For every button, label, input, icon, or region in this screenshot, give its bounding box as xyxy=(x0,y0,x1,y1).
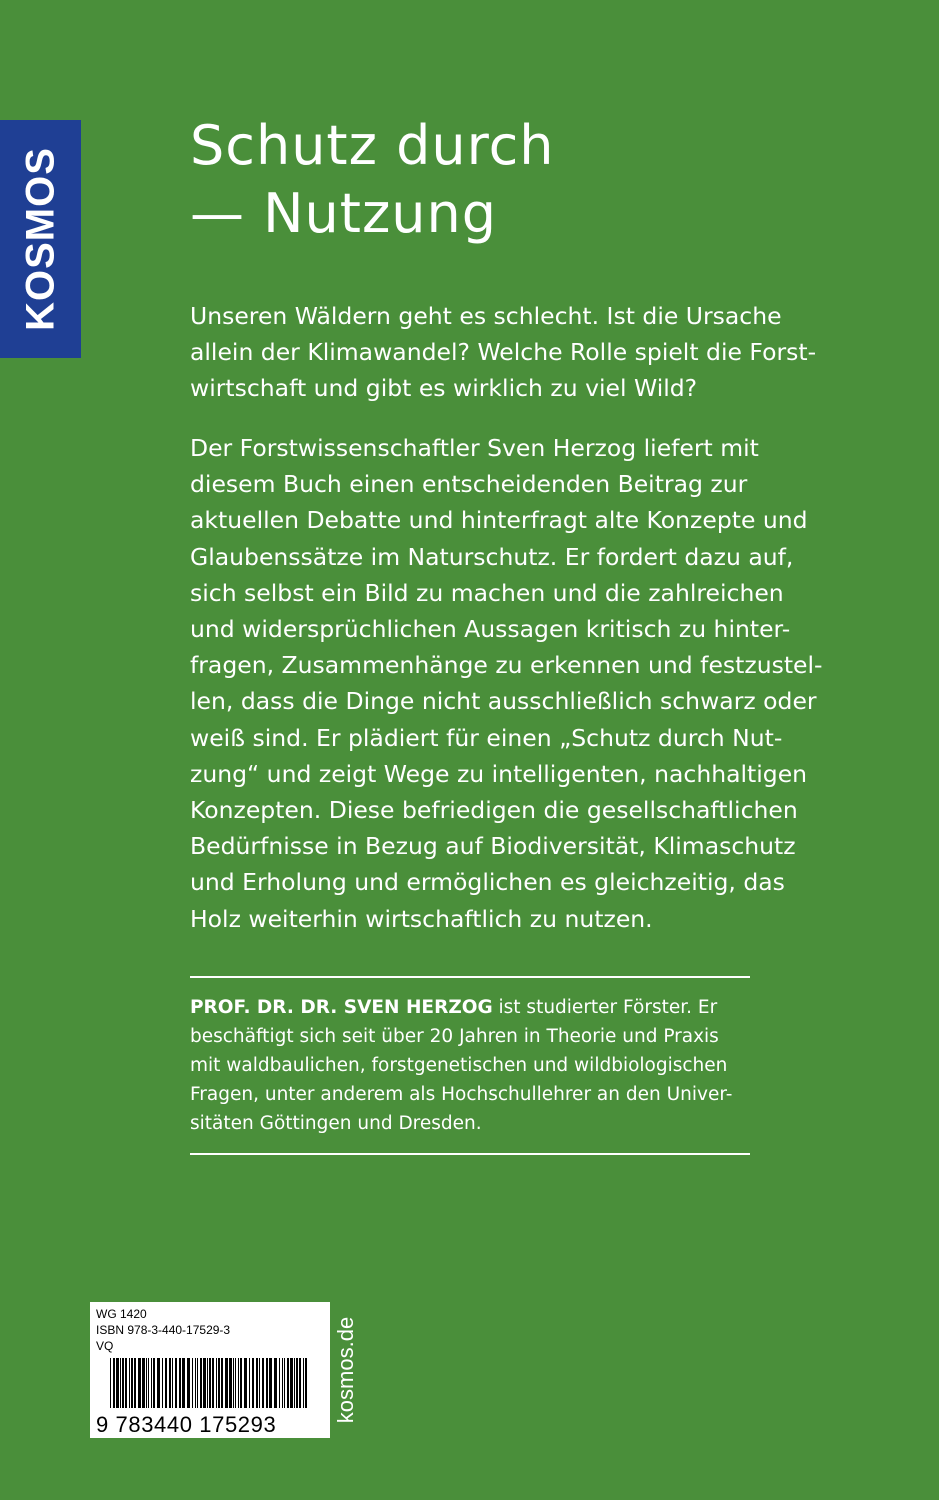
description-line: und Erholung und ermöglichen es gleichzeitig, das xyxy=(190,868,785,897)
isbn: ISBN 978-3-440-17529-3 xyxy=(96,1323,231,1337)
divider-top xyxy=(190,976,750,978)
barcode-info xyxy=(96,1306,230,1354)
bio-line: mit waldbaulichen, forstgenetischen und wildbiologischen xyxy=(190,1055,728,1076)
publisher-logo xyxy=(0,120,81,358)
description-line: aktuellen Debatte und hinterfragt alte Konzepte und xyxy=(190,506,808,535)
bio-line xyxy=(190,993,770,1022)
bio-line: sitäten Göttingen und Dresden. xyxy=(190,1113,482,1134)
divider-bottom xyxy=(190,1153,750,1155)
bio-first-line: ist studierter Förster. Er xyxy=(492,997,718,1018)
intro-line: Unseren Wäldern geht es schlecht. Ist die Ursache xyxy=(190,302,782,330)
author-bio xyxy=(190,993,770,1138)
description-line: Glaubenssätze im Naturschutz. Er fordert dazu auf, xyxy=(190,542,794,571)
intro-line: allein der Klimawandel? Welche Rolle spielt die Forst- xyxy=(190,338,817,367)
bio-line: beschäftigt sich seit über 20 Jahren in Theorie und Praxis xyxy=(190,1026,719,1047)
description-line: len, dass die Dinge nicht ausschließlich schwarz oder xyxy=(190,687,817,716)
publisher-logo-text: KOSMOS xyxy=(18,147,62,331)
title-line: — Nutzung xyxy=(190,182,498,245)
barcode-bars xyxy=(110,1358,310,1408)
product-group: WG 1420 xyxy=(96,1307,147,1321)
description-line: weiß sind. Er plädiert für einen „Schutz durch Nut- xyxy=(190,723,783,752)
description-line: Bedürfnisse in Bezug auf Biodiversität, Klimaschutz xyxy=(190,832,796,861)
description-line: Holz weiterhin wirtschaftlich zu nutzen. xyxy=(190,904,653,933)
intro-line: wirtschaft und gibt es wirklich zu viel Wild? xyxy=(190,374,698,403)
barcode-label xyxy=(90,1302,330,1438)
book-title xyxy=(190,112,555,248)
title-line: Schutz durch xyxy=(190,114,555,177)
description-line: fragen, Zusammenhänge zu erkennen und festzustel- xyxy=(190,651,823,680)
description-paragraph xyxy=(190,430,823,937)
intro-paragraph xyxy=(190,298,820,407)
bio-line: Fragen, unter anderem als Hochschullehrer an den Univer- xyxy=(190,1084,733,1105)
description-line: diesem Buch einen entscheidenden Beitrag zur xyxy=(190,470,748,499)
author-name: PROF. DR. DR. SVEN HERZOG xyxy=(190,997,493,1018)
barcode-digits: 9 783440 175293 xyxy=(96,1412,277,1437)
website-url: kosmos.de xyxy=(333,1316,358,1424)
description-line: sich selbst ein Bild zu machen und die zahlreichen xyxy=(190,578,784,607)
description-line: Der Forstwissenschaftler Sven Herzog liefert mit xyxy=(190,434,759,462)
description-line: Konzepten. Diese befriedigen die gesellschaftlichen xyxy=(190,796,798,825)
price-code: VQ xyxy=(96,1339,114,1353)
description-line: und widersprüchlichen Aussagen kritisch zu hinter- xyxy=(190,615,791,644)
description-line: zung“ und zeigt Wege zu intelligenten, nachhaltigen xyxy=(190,759,808,788)
